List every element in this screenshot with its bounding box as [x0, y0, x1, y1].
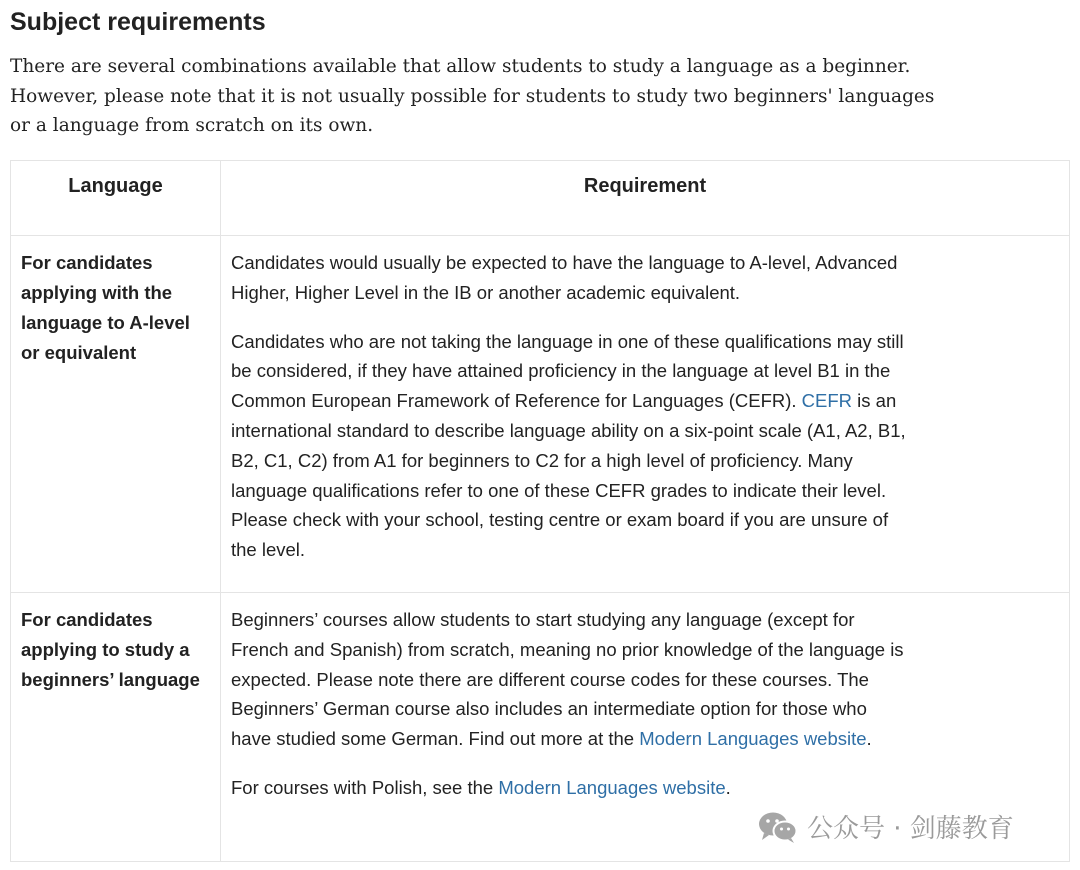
requirement-paragraph: Candidates would usually be expected to have the language to A-level, Advanced Higher, Higher Level in the IB or another academic equivalent.	[231, 252, 898, 303]
modern-languages-link[interactable]: Modern Languages website	[498, 776, 726, 798]
row-requirement-a-level	[221, 236, 1070, 593]
row-language-beginners: For candidates applying to study a beginners’ language	[11, 593, 221, 862]
table-row	[11, 236, 1070, 593]
modern-languages-link[interactable]: Modern Languages website	[639, 728, 867, 750]
requirement-paragraph	[231, 327, 909, 565]
requirements-table	[10, 160, 1070, 862]
requirement-text: .	[866, 728, 872, 750]
header-requirement: Requirement	[221, 161, 1070, 236]
requirement-paragraph	[231, 605, 909, 754]
requirement-text: Candidates who are not taking the language in one of these qualifications may still be considered, if they have attained proficiency in the language at level B1 in the Common European Framework of Reference for Languages (CEFR).	[231, 330, 904, 412]
requirement-text: For courses with Polish, see the	[231, 776, 499, 798]
page-title: Subject requirements	[10, 8, 266, 36]
row-language-a-level: For candidates applying with the language to A-level or equivalent	[11, 236, 221, 593]
requirement-text: .	[725, 776, 731, 798]
requirement-text: Beginners’ courses allow students to start studying any language (except for French and Spanish) from scratch, meaning no prior knowledge of the language is expected. Please note there are different course codes for these courses. The Beginners’ German course also includes an intermediate option for those who have studied some German. Find out more at the	[231, 609, 904, 750]
cefr-link[interactable]: CEFR	[801, 390, 853, 412]
requirement-paragraph	[231, 773, 909, 803]
requirement-text: is an international standard to describe language ability on a six-point scale (A1, A2, B1, B2, C1, C2) from A1 for beginners to C2 for a high level of proficiency. Many language qualifications refer to one of these CEFR grades to indicate their level. Please check with your school, testing centre or exam board if you are unsure of the level.	[231, 390, 906, 561]
header-language: Language	[11, 161, 221, 236]
wechat-icon	[757, 810, 799, 844]
watermark	[757, 808, 1014, 845]
table-header-row	[11, 161, 1070, 236]
intro-paragraph: There are several combinations available that allow students to study a language as a beginner. However, please note that it is not usually possible for students to study two beginners' languages or a language from scratch on its own.	[10, 56, 935, 136]
watermark-text: 公众号 · 剑藤教育	[807, 814, 1014, 844]
